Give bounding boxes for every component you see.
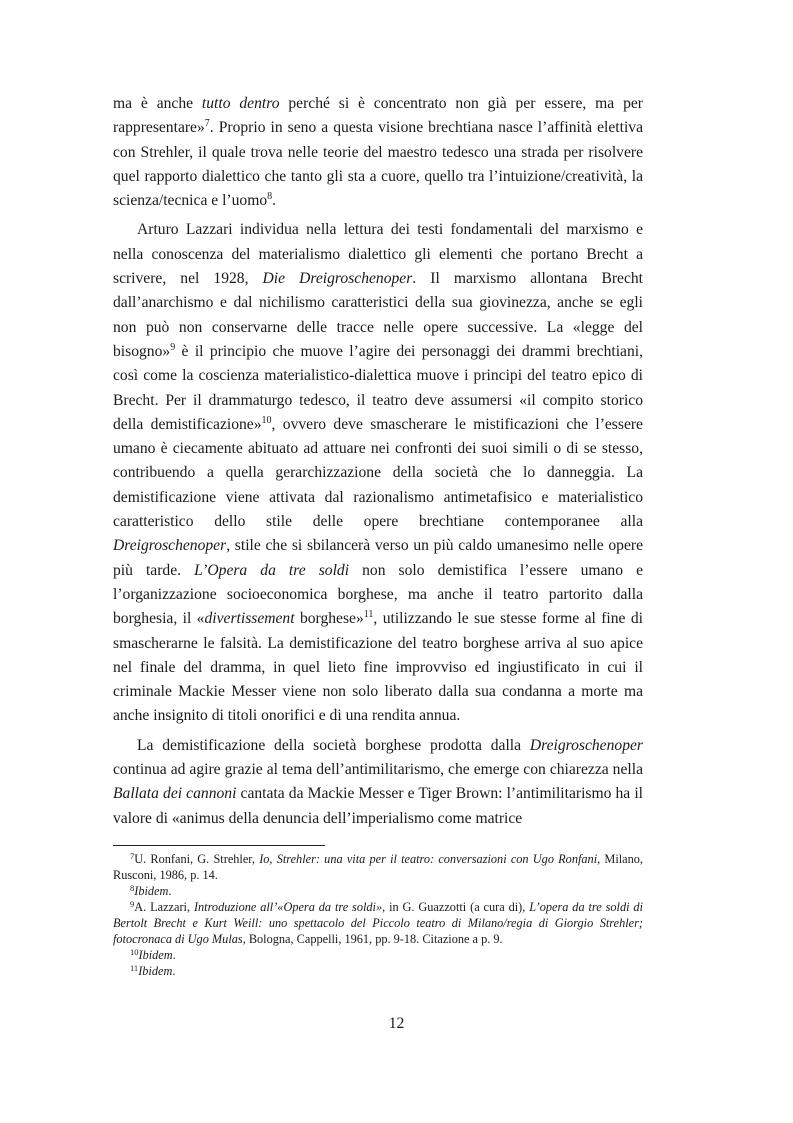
italic-span: Introduzione all’«Opera da tre soldi» (193, 900, 383, 914)
italic-span: Ibidem (138, 948, 173, 962)
text-span: . Proprio in seno a questa visione brechtiana nasce l’affinità elettiva con Strehler, il quale trova nelle teorie del maestro tedesco una strada per risolvere quel rapporto dialettico che tanto gli sta a cuore, quello tra l’intuizione/creatività, la scienza/tecnica e l’uomo (113, 119, 643, 210)
text-span: . (272, 192, 277, 210)
text-span: cantata da Mackie Messer e Tiger Brown: l’antimilitarismo ha il valore di «animus della denuncia dell’imperialismo come matrice (113, 785, 643, 827)
page-number: 12 (388, 1015, 405, 1032)
text-span: . (172, 948, 176, 962)
paragraph-3 (113, 734, 643, 831)
italic-span: Die Dreigroschenoper (262, 270, 413, 288)
footnote-ref-10[interactable]: 10 (261, 414, 272, 426)
text-span: è il principio che muove l’agire dei personaggi dei drammi brechtiani, così come la coscienza materialistico-dialettica muove i principi del teatro epico di Brecht. Per il drammaturgo tedesco, il teatro deve assumersi «il compito storico della demistificazione» (113, 342, 643, 433)
italic-span: Ballata dei cannoni (113, 785, 237, 803)
footnote-divider (113, 845, 325, 846)
body-text (113, 92, 643, 836)
footnote-number: 11 (130, 963, 139, 973)
text-span: ma è anche (113, 95, 202, 112)
italic-span: tutto dentro (201, 95, 280, 112)
text-span: , Bologna, Cappelli, 1961, pp. 9-18. Citazione a p. 9. (242, 932, 503, 946)
text-span: , utilizzando le sue stesse forme al fine di smascherarne le falsità. La demistificazione del teatro borghese arriva al suo apice nel finale del dramma, in quel lieto fine improvviso ed ingiustificato in cui il criminale Mackie Messer viene non solo liberato dalla sua condanna a morte ma anche insignito di titoli onorifici e di una rendita annua. (113, 610, 643, 725)
footnote-ref-7[interactable]: 7 (204, 118, 210, 130)
text-span: perché si è concentrato non già per essere, ma per rappresentare» (113, 95, 643, 137)
italic-span: Dreigroschenoper (113, 537, 227, 555)
footnote-ref-9[interactable]: 9 (170, 341, 176, 353)
text-span: continua ad agire grazie al tema dell’antimilitarismo, che emerge con chiarezza nella (113, 761, 643, 779)
italic-span: divertissement (204, 610, 295, 628)
italic-span: Dreigroschenoper (529, 736, 643, 754)
footnote-10 (113, 947, 643, 963)
text-span: borghese» (294, 610, 364, 628)
footnote-number: 9 (130, 899, 135, 909)
footnote-ref-8[interactable]: 8 (267, 191, 273, 203)
italic-span: L’opera da tre soldi di Bertolt Brecht e Kurt Weill: uno spettacolo del Piccolo teatro di Milano/regia di Giorgio Strehler; fotocronaca di Ugo Mulas (113, 900, 643, 946)
text-span: . (168, 884, 172, 898)
paragraph-2 (113, 218, 643, 728)
paragraph-1 (113, 92, 643, 213)
text-span: . Il marxismo allontana Brecht dall’anarchismo e dal nichilismo caratteristici della sua giovinezza, anche se egli non può non conservarne delle tracce nelle opere successive. La «legge del bisogno» (113, 270, 644, 360)
footnote-number: 10 (130, 947, 139, 957)
footnote-11 (113, 963, 643, 979)
footnote-number: 8 (130, 883, 135, 893)
footnotes (113, 851, 643, 979)
text-span: , Milano, Rusconi, 1986, p. 14. (113, 852, 644, 882)
text-span: , in G. Guazzotti (a cura di), (382, 900, 530, 914)
footnote-number: 7 (130, 851, 135, 861)
text-span: U. Ronfani, G. Strehler, (134, 852, 260, 866)
text-span: , stile che si sbilancerà verso un più caldo umanesimo nelle opere più tarde. (113, 537, 643, 579)
footnote-7 (113, 851, 643, 883)
text-span: non solo demistifica l’essere umano e l’organizzazione socioeconomica borghese, ma anche il teatro partorito dalla borghesia, il « (113, 561, 643, 628)
text-span: . (172, 964, 176, 978)
italic-span: Ibidem (138, 964, 173, 978)
footnote-9 (113, 899, 643, 947)
italic-span: Io, Strehler: una vita per il teatro: conversazioni con Ugo Ronfani (259, 852, 598, 866)
text-span: La demistificazione della società borghese prodotta dalla (137, 736, 530, 754)
text-span: Arturo Lazzari individua nella lettura dei testi fondamentali del marxismo e nella conoscenza del materialismo dialettico gli elementi che portano Brecht a scrivere, nel 1928, (113, 221, 643, 288)
text-span: A. Lazzari, (134, 900, 194, 914)
italic-span: L’Opera da tre soldi (194, 561, 350, 579)
italic-span: Ibidem (134, 884, 169, 898)
footnote-8 (113, 883, 643, 899)
footnote-ref-11[interactable]: 11 (363, 609, 374, 621)
text-span: , ovvero deve smascherare le mistificazioni che l’essere umano è ciecamente abituato ad attuare nei confronti dei suoi simili o di se stesso, contribuendo a quella gerarchizzazione della società che lo danneggia. La demistificazione viene attivata dal razionalismo antimetafisico e materialistico caratteristico dello stile delle opere brechtiane contemporanee alla (113, 415, 643, 531)
